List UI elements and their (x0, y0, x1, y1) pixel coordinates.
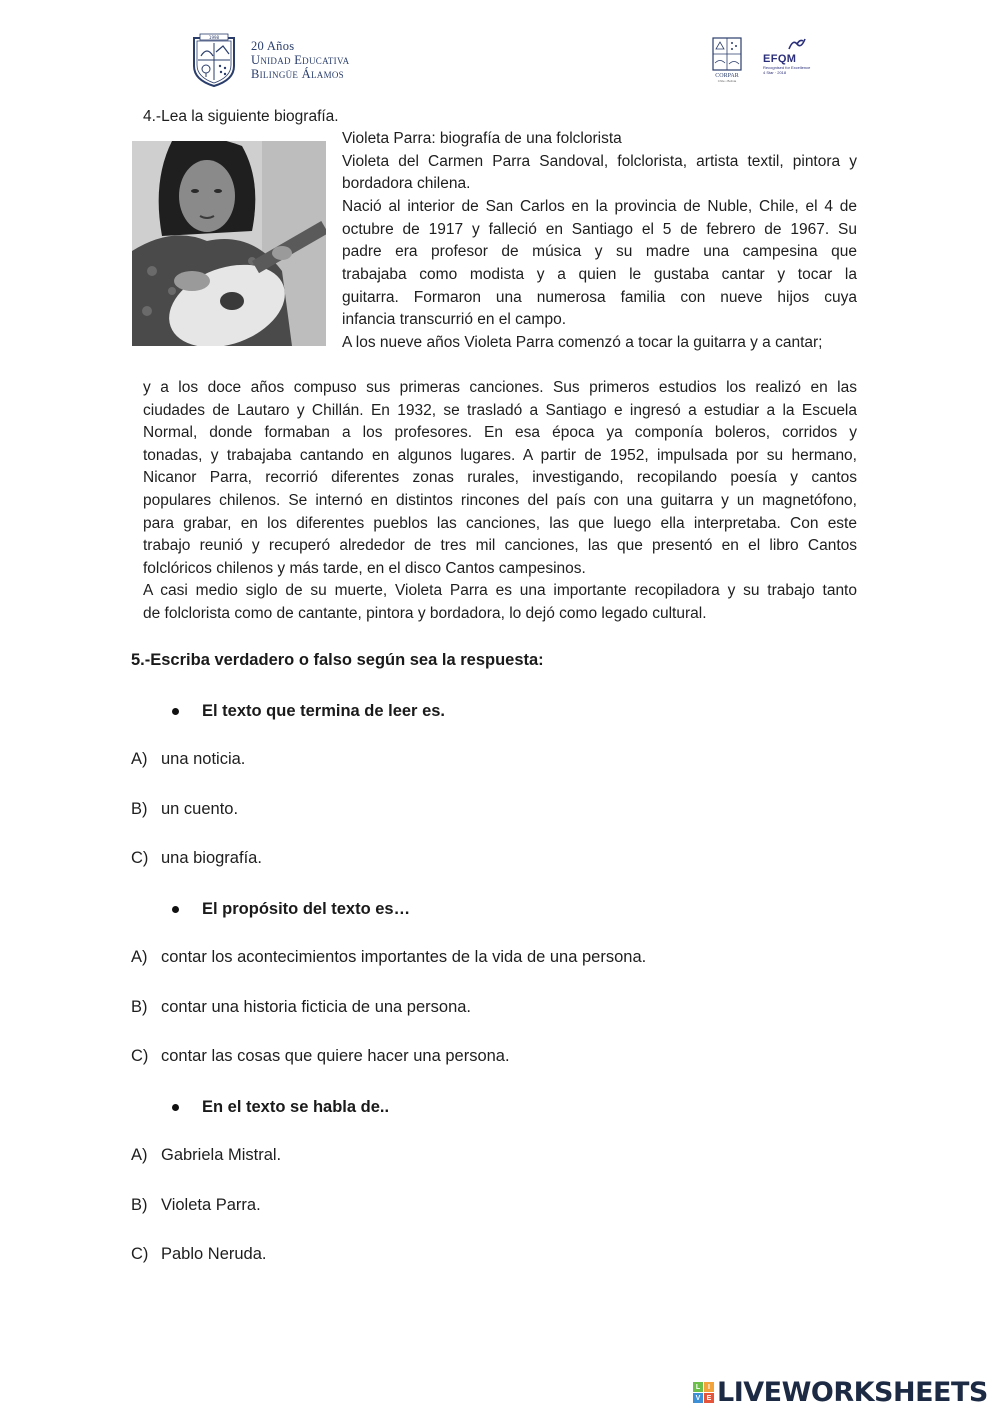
biography-intro-line: trabajaba como modista y a quien le gustaba cantar y tocar la (342, 266, 857, 283)
answer-option (131, 800, 238, 819)
biography-body-line: Normal, donde formaban a los profesores. En esa época ya componía boleros, corridos y (143, 424, 857, 442)
logo-letter-v: V (693, 1393, 703, 1403)
option-letter: C) (131, 1047, 149, 1065)
biography-intro-line: octubre de 1917 y falleció en Santiago el 5 de febrero de 1967. Su (342, 221, 857, 238)
biography-title: Violeta Parra: biografía de una folclorista (342, 130, 622, 147)
reading-instruction: 4.-Lea la siguiente biografía. (143, 108, 339, 125)
school-name (251, 39, 349, 81)
accreditation-logos (709, 37, 823, 83)
option-text: contar una historia ficticia de una persona. (161, 997, 472, 1016)
biography-body-line: para grabar, en los diferentes pueblos las canciones, las que luego ella interpretaba. Con este (143, 514, 857, 532)
liveworksheets-logo-icon (693, 1382, 714, 1403)
liveworksheets-wordmark: LIVEWORKSHEETS (717, 1377, 988, 1408)
efqm-logo (763, 37, 823, 75)
option-text: Gabriela Mistral. (161, 1146, 282, 1164)
biography-body-line: Nicanor Parra, recorrió diferentes zonas rurales, investigando, recopilando poesía y cantos (143, 469, 857, 487)
option-letter: A) (131, 948, 148, 966)
biography-intro-line: guitarra. Formaron una numerosa familia con nueve hijos cuya (342, 289, 857, 306)
answer-option (131, 1047, 510, 1066)
option-text: un cuento. (161, 799, 239, 818)
option-text: Violeta Parra. (161, 1195, 261, 1214)
question-prompt-text: En el texto se habla de.. (202, 1098, 390, 1116)
section5-title: 5.-Escriba verdadero o falso según sea la respuesta: (131, 651, 544, 669)
option-text: contar los acontecimientos importantes de la vida de una persona. (161, 948, 647, 966)
option-letter: A) (131, 750, 148, 768)
question-prompt (172, 900, 410, 919)
question-prompt (172, 702, 445, 721)
answer-option (131, 998, 471, 1017)
biography-body-line: de folclorista como de cantante, pintora y bordadora, lo dejó como legado cultural. (143, 605, 707, 622)
option-text: una biografía. (161, 849, 262, 867)
biography-body-line: populares chilenos. Se internó en distintos rincones del país con una guitarra y un magnetófono, (143, 492, 857, 509)
option-letter: B) (131, 1195, 148, 1214)
efqm-label: EFQM (763, 53, 797, 65)
option-text: contar las cosas que quiere hacer una persona. (161, 1047, 510, 1065)
school-header (191, 32, 349, 88)
bullet-icon (172, 906, 179, 913)
biography-body-line: A casi medio siglo de su muerte, Violeta Parra es una importante recopiladora y su trabajo tanto (143, 582, 857, 600)
efqm-sublabel-2: 4 Star · 2018 (763, 70, 787, 75)
school-line-2: Unidad Educativa (251, 53, 350, 67)
answer-option (131, 750, 245, 769)
option-letter: A) (131, 1146, 148, 1164)
answer-option (131, 948, 646, 967)
biography-body-line: y a los doce años compuso sus primeras canciones. Sus primeros estudios los realizó en las (143, 379, 857, 396)
question-prompt (172, 1098, 389, 1117)
biography-intro-line: A los nueve años Violeta Parra comenzó a tocar la guitarra y a cantar; (342, 334, 823, 351)
option-letter: B) (131, 997, 148, 1016)
bullet-icon (172, 708, 179, 715)
answer-option (131, 1146, 281, 1165)
logo-letter-l: L (693, 1382, 703, 1392)
option-letter: B) (131, 799, 148, 818)
efqm-ribbon-icon (787, 37, 807, 51)
efqm-sublabel-1: Recognised for Excellence (763, 65, 811, 70)
corpar-label: CORPAR (715, 73, 739, 79)
violeta-parra-photo (132, 141, 326, 346)
school-crest-icon (191, 32, 237, 88)
option-letter: C) (131, 1245, 149, 1263)
answer-option (131, 849, 262, 868)
logo-letter-e: E (704, 1393, 714, 1403)
corpar-sublabel: Chile • Bolivia (717, 79, 737, 83)
biography-body-line: tonadas, y trabajaba cantando en algunos lugares. A partir de 1952, impulsada por su hermano, (143, 446, 857, 464)
question-prompt-text: El texto que termina de leer es. (202, 702, 446, 720)
answer-option (131, 1245, 267, 1264)
portrait-guitar-image (132, 141, 326, 346)
biography-intro-line: padre era profesor de música y su madre una campesina que (342, 243, 857, 260)
biography-intro-line: Violeta del Carmen Parra Sandoval, folclorista, artista textil, pintora y (342, 153, 857, 170)
answer-option (131, 1196, 261, 1215)
option-letter: C) (131, 849, 149, 867)
biography-body-line: ciudades de Lautaro y Chillán. En 1932, se trasladó a Santiago e ingresó a estudiar a la Escuela (143, 401, 857, 419)
logo-letter-i: I (704, 1382, 714, 1392)
option-text: Pablo Neruda. (161, 1245, 267, 1263)
school-line-3: Bilingüe Álamos (251, 67, 344, 81)
school-line-1: 20 Años (251, 39, 295, 53)
biography-body-line: folclóricos chilenos y más tarde, en el disco Cantos campesinos. (143, 559, 586, 577)
bullet-icon (172, 1104, 179, 1111)
biography-intro-line: Nació al interior de San Carlos en la provincia de Nuble, Chile, el 4 de (342, 198, 857, 215)
biography-intro-line: infancia transcurrió en el campo. (342, 311, 567, 328)
biography-intro-line: bordadora chilena. (342, 175, 471, 192)
question-prompt-text: El propósito del texto es… (202, 900, 411, 918)
crest-year: 1998 (208, 35, 220, 40)
corpar-logo (709, 37, 745, 83)
liveworksheets-brand (693, 1377, 988, 1408)
corpar-shield-icon (712, 37, 742, 71)
biography-body-line: trabajo reunió y recuperó alrededor de tres mil canciones, las que presentó en el libro Cantos (143, 537, 857, 555)
option-text: una noticia. (161, 750, 246, 768)
